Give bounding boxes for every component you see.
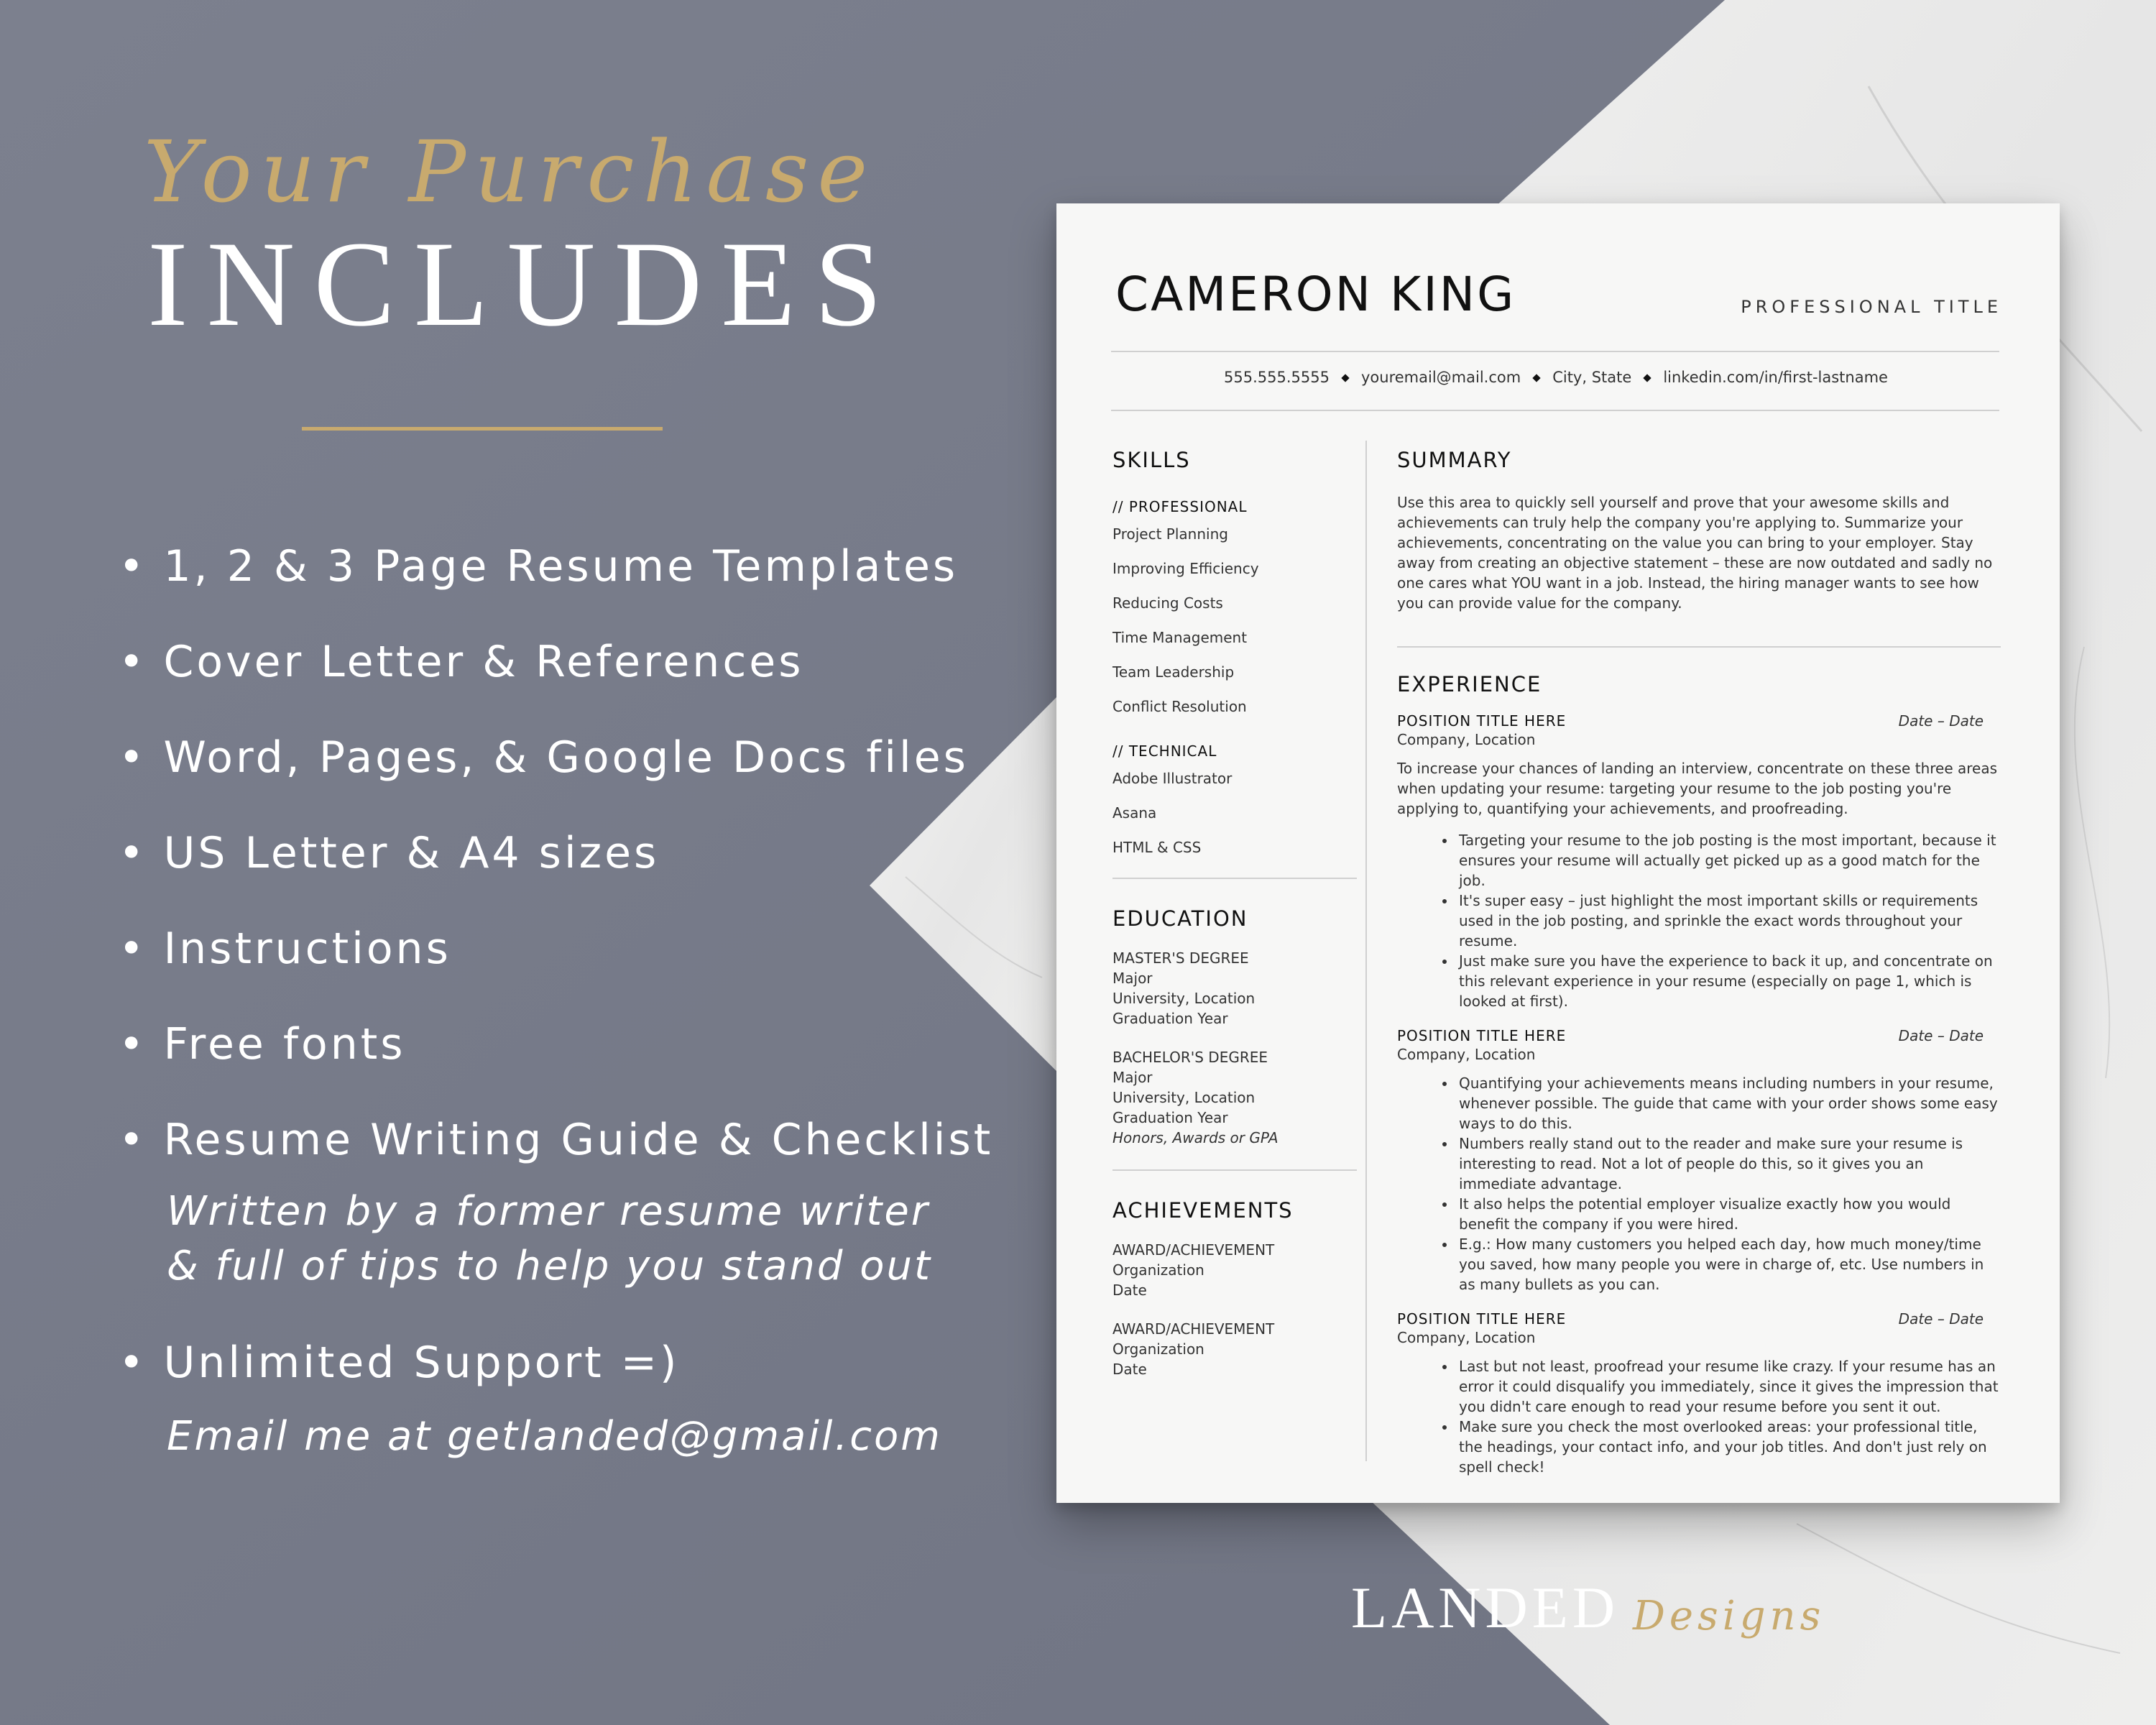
major: Major — [1112, 1069, 1153, 1086]
contact-location: City, State — [1552, 369, 1632, 386]
job-position: POSITION TITLE HERE — [1397, 1027, 1567, 1044]
diamond-icon — [1644, 374, 1651, 382]
education-entry — [1112, 1047, 1357, 1148]
job-entry — [1397, 1027, 2001, 1294]
bullet-free-fonts: • Free fonts — [119, 1019, 406, 1070]
bullet-support: • Unlimited Support =) — [119, 1338, 680, 1388]
brand-logo-script: Designs — [1633, 1593, 1825, 1639]
job-date: Date – Date — [1898, 1310, 1984, 1328]
job-intro: To increase your chances of landing an interview, concentrate on these three areas when updating your resume: targeting your resume to the job posting you're applying to, quantifying your achievements, and proofreading. — [1397, 760, 1998, 817]
professional-skills-label: // PROFESSIONAL — [1112, 498, 1248, 515]
bullet-instructions: • Instructions — [119, 924, 451, 974]
contact-email: youremail@mail.com — [1361, 369, 1521, 386]
diamond-icon — [1341, 374, 1349, 382]
job-entry — [1397, 1310, 2001, 1477]
skills-heading: SKILLS — [1112, 448, 1191, 472]
job-bullet: • Targeting your resume to the job posting is the most important, because it ensures your resume will actually get picked up as a good match for the job. — [1456, 830, 2001, 891]
job-entry — [1397, 712, 2001, 1011]
degree: BACHELOR'S DEGREE — [1112, 1049, 1268, 1066]
education-heading: EDUCATION — [1112, 906, 1248, 931]
bullet-page-templates: • 1, 2 & 3 Page Resume Templates — [119, 541, 959, 592]
job-bullets — [1397, 830, 2001, 1011]
header-divider-top — [1111, 351, 1999, 352]
job-header — [1397, 1027, 2001, 1044]
job-company: Company, Location — [1397, 1329, 1536, 1346]
script-heading: Your Purchase — [144, 122, 877, 221]
job-bullet: • It also helps the potential employer visualize exactly how you would benefit the company if you were hired. — [1456, 1194, 2001, 1234]
job-company: Company, Location — [1397, 1046, 1536, 1063]
guide-note-line-2: & full of tips to help you stand out — [167, 1243, 932, 1289]
skill-item: Time Management — [1112, 629, 1248, 646]
brand-logo-wordmark: LANDED — [1351, 1575, 1620, 1640]
column-divider — [1365, 441, 1367, 1461]
resume-left-column — [1112, 448, 1357, 1398]
achievement-entry — [1112, 1240, 1357, 1300]
achievements-heading: ACHIEVEMENTS — [1112, 1198, 1294, 1223]
bullet-cover-letter: • Cover Letter & References — [119, 637, 804, 687]
bullet-file-formats: • Word, Pages, & Google Docs files — [119, 732, 969, 783]
skill-item: Project Planning — [1112, 525, 1228, 543]
job-bullets — [1397, 1356, 2001, 1477]
summary-text: Use this area to quickly sell yourself and prove that your awesome skills and achievements can truly help the company you're applying to. Summarize your achievements, concentrating on the value you can bring to your employer. Stay away from creating an objective statement – these are now outdated and sadly no one cares what YOU want in a job. Instead, the hiring manager wants to see how you can provide value for the company. — [1397, 494, 1993, 612]
skill-item: Adobe Illustrator — [1112, 770, 1233, 787]
school: University, Location — [1112, 990, 1256, 1007]
job-bullet: • Just make sure you have the experience to back it up, and concentrate on this relevant experience in your resume (especially on page 1, which is looked at first). — [1456, 951, 2001, 1011]
contact-linkedin: linkedin.com/in/first-lastname — [1663, 369, 1888, 386]
section-divider — [1112, 878, 1357, 879]
gold-divider — [302, 427, 663, 431]
skill-item: Reducing Costs — [1112, 594, 1223, 612]
contact-bar — [1115, 369, 1996, 386]
resume-right-column — [1397, 448, 2001, 1493]
technical-skills-label: // TECHNICAL — [1112, 742, 1217, 760]
graduation-year: Graduation Year — [1112, 1109, 1228, 1126]
job-bullet: • Make sure you check the most overlooked areas: your professional title, the headings, your contact info, and your job titles. And don't just rely on spell check! — [1456, 1417, 2001, 1477]
resume-preview — [1056, 203, 2060, 1503]
bullet-writing-guide: • Resume Writing Guide & Checklist — [119, 1115, 994, 1165]
job-bullet: • It's super easy – just highlight the most important skills or requirements used in the job posting, and sprinkle the exact words throughout your resume. — [1456, 891, 2001, 951]
skill-item: Asana — [1112, 804, 1157, 822]
major: Major — [1112, 970, 1153, 987]
award: AWARD/ACHIEVEMENT — [1112, 1241, 1275, 1259]
organization: Organization — [1112, 1261, 1204, 1279]
section-divider — [1397, 646, 2001, 648]
skill-item: Conflict Resolution — [1112, 698, 1247, 715]
job-header — [1397, 1310, 2001, 1328]
bullet-sizes: • US Letter & A4 sizes — [119, 828, 660, 878]
job-bullet: • Last but not least, proofread your resume like crazy. If your resume has an error it could disqualify you immediately, since it gives the impression that you didn't care enough to read your resume before you sent it out. — [1456, 1356, 2001, 1417]
summary-heading: SUMMARY — [1397, 448, 1512, 472]
resume-name: CAMERON KING — [1115, 267, 1516, 322]
award: AWARD/ACHIEVEMENT — [1112, 1320, 1275, 1338]
job-header — [1397, 712, 2001, 730]
job-bullet: • E.g.: How many customers you helped each day, how much money/time you saved, how many people you were in charge of, etc. Use numbers in as many bullets as you can. — [1456, 1234, 2001, 1294]
job-bullet: • Quantifying your achievements means including numbers in your resume, whenever possible. The guide that came with your order shows some easy ways to do this. — [1456, 1073, 2001, 1133]
support-email-note: Email me at getlanded@gmail.com — [167, 1413, 942, 1460]
achievement-entry — [1112, 1319, 1357, 1379]
diamond-icon — [1533, 374, 1541, 382]
guide-note-line-1: Written by a former resume writer — [167, 1188, 930, 1235]
section-divider — [1112, 1169, 1357, 1171]
skill-item: HTML & CSS — [1112, 839, 1202, 856]
resume-professional-title: PROFESSIONAL TITLE — [1741, 297, 2002, 317]
job-position: POSITION TITLE HERE — [1397, 1310, 1567, 1328]
education-entry — [1112, 948, 1357, 1029]
contact-phone: 555.555.5555 — [1224, 369, 1330, 386]
organization: Organization — [1112, 1340, 1204, 1358]
job-bullet: • Numbers really stand out to the reader and make sure your resume is interesting to read. Not a lot of people do this, so it gives you an immediate advantage. — [1456, 1133, 2001, 1194]
header-divider-bottom — [1111, 410, 1999, 411]
honors: Honors, Awards or GPA — [1112, 1129, 1279, 1146]
job-bullets — [1397, 1073, 2001, 1294]
graduation-year: Graduation Year — [1112, 1010, 1228, 1027]
job-date: Date – Date — [1898, 712, 1984, 730]
job-date: Date – Date — [1898, 1027, 1984, 1044]
skill-item: Team Leadership — [1112, 663, 1235, 681]
award-date: Date — [1112, 1361, 1147, 1378]
award-date: Date — [1112, 1282, 1147, 1299]
job-position: POSITION TITLE HERE — [1397, 712, 1567, 730]
skill-item: Improving Efficiency — [1112, 560, 1259, 577]
school: University, Location — [1112, 1089, 1256, 1106]
degree: MASTER'S DEGREE — [1112, 949, 1249, 967]
experience-heading: EXPERIENCE — [1397, 672, 1542, 696]
includes-heading: INCLUDES — [147, 216, 901, 351]
job-company: Company, Location — [1397, 731, 1536, 748]
